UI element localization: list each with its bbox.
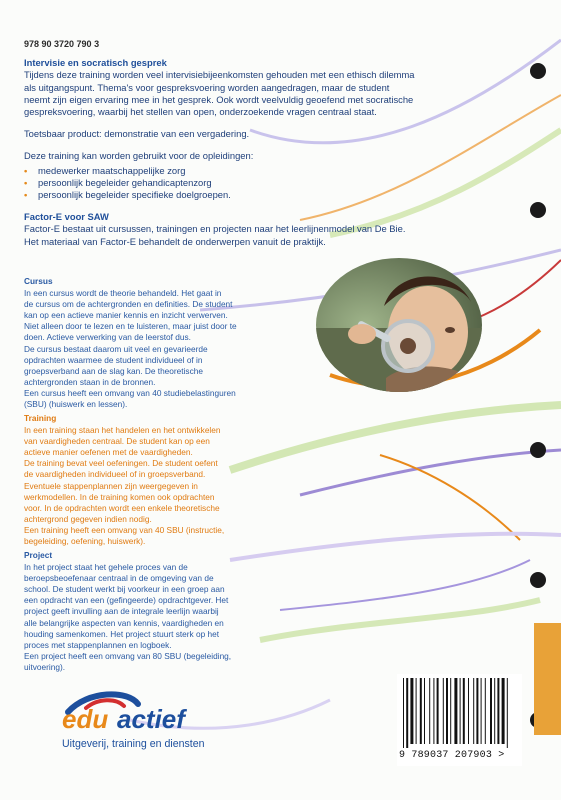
barcode-bar bbox=[416, 678, 417, 744]
barcode-bar bbox=[468, 678, 469, 744]
barcode-bar bbox=[420, 678, 422, 744]
project-line: uitvoering). bbox=[24, 661, 66, 672]
logo-text-edu: edu bbox=[62, 704, 109, 734]
barcode-bar bbox=[406, 678, 408, 748]
barcode-bar bbox=[463, 678, 465, 744]
barcode-bar bbox=[490, 678, 492, 744]
cursus-line: groepsverband aan de slag kan. De theoretische bbox=[24, 365, 203, 376]
training-line: De training bevat veel oefeningen. De student oefent bbox=[24, 458, 218, 469]
cursus-line: kan op een actieve manier kennis en inzicht verwerven. bbox=[24, 310, 228, 321]
barcode-bar bbox=[485, 678, 486, 744]
project-line: project geeft invulling aan de integrale leerlijn waarbij bbox=[24, 606, 219, 617]
bullet-icon: • bbox=[24, 176, 28, 188]
cursus-section bbox=[24, 276, 314, 410]
project-line: proces met stappenplannen en logboek. bbox=[24, 639, 172, 650]
intro-section bbox=[24, 38, 524, 248]
cursus-line: (SBU) (huiswerk en lessen). bbox=[24, 399, 128, 410]
project-line: school. De student werkt bij voorkeur in een groep aan bbox=[24, 584, 225, 595]
factor-line: Factor-E bestaat uit cursussen, trainingen en projecten naar het leerlijnenmodel van De Bie. bbox=[24, 223, 406, 235]
list-item: • persoonlijk begeleider gehandicaptenzorg bbox=[24, 176, 212, 188]
training-line: Eventuele stappenplannen zijn weergegeven in bbox=[24, 480, 198, 491]
hole bbox=[530, 572, 546, 588]
training-line: actieve manier oefenen met de vaardigheden. bbox=[24, 447, 193, 458]
hole bbox=[530, 63, 546, 79]
barcode-bar bbox=[429, 678, 430, 744]
child-magnifier-photo bbox=[316, 258, 482, 392]
bullet-icon: • bbox=[24, 164, 28, 176]
hole bbox=[530, 442, 546, 458]
barcode-bar bbox=[443, 678, 444, 744]
barcode-bar bbox=[507, 678, 508, 748]
hole bbox=[530, 202, 546, 218]
intro-title: Intervisie en socratisch gesprek bbox=[24, 57, 167, 69]
training-line: werkmodellen. In de training komen ook opdrachten bbox=[24, 491, 215, 502]
training-line: In een training staan het handelen en het ontwikkelen bbox=[24, 425, 221, 436]
training-line: achtergrond gegeven indien nodig. bbox=[24, 513, 152, 524]
training-title: Training bbox=[24, 413, 57, 423]
project-title: Project bbox=[24, 550, 53, 560]
barcode-bar bbox=[446, 678, 448, 744]
project-line: houding samenkomen. Het project stuurt sterk op het bbox=[24, 628, 220, 639]
logo-tagline: Uitgeverij, training en diensten bbox=[62, 738, 205, 750]
intro-line: neemt zijn eigen ervaring mee in het gesprek. Ook wordt veelvuldig geoefend met socratische bbox=[24, 93, 414, 105]
barcode-bar bbox=[424, 678, 425, 744]
barcode-bar bbox=[410, 678, 413, 744]
barcode-bars bbox=[397, 674, 522, 748]
cursus-title: Cursus bbox=[24, 276, 53, 286]
project-line: alle belangrijke aspecten van kennis, vaardigheden en bbox=[24, 617, 224, 628]
barcode-bar bbox=[494, 678, 495, 744]
barcode-bar bbox=[450, 678, 451, 744]
training-line: voor. In de opdrachten wordt een enkele theoretische bbox=[24, 502, 220, 513]
barcode-bar bbox=[481, 678, 482, 744]
cursus-line: De cursus bestaat daarom uit veel en gevarieerde bbox=[24, 343, 208, 354]
barcode-bar bbox=[454, 678, 457, 744]
project-line: Een project heeft een omvang van 80 SBU (begeleiding, bbox=[24, 650, 232, 661]
training-line: de vaardigheden individueel of in groepsverband. bbox=[24, 469, 206, 480]
spine-tab bbox=[534, 623, 561, 735]
cursus-line: de cursus om de achtergronden en definities. De student bbox=[24, 299, 233, 310]
barcode-bar bbox=[403, 678, 404, 748]
education-list bbox=[24, 165, 524, 202]
logo-text-actief: actief bbox=[117, 704, 185, 734]
cursus-line: achtergronden staan in de bronnen. bbox=[24, 376, 156, 387]
training-section bbox=[24, 413, 314, 547]
barcode-bar bbox=[476, 678, 478, 744]
training-line: van vaardigheden centraal. De student kan op een bbox=[24, 436, 210, 447]
barcode-bar bbox=[497, 678, 499, 744]
factor-line: Het materiaal van Factor-E behandelt de onderwerpen vanuit de praktijk. bbox=[24, 235, 326, 247]
barcode-bar bbox=[437, 678, 439, 744]
barcode-bar bbox=[460, 678, 461, 744]
cursus-line: Een cursus heeft een omvang van 40 studiebelastinguren bbox=[24, 387, 236, 398]
barcode-bar bbox=[473, 678, 474, 744]
barcode-digits: 9 789037 207903 > bbox=[399, 750, 505, 761]
barcode-bar bbox=[433, 678, 434, 744]
intro-line: als uitgangspunt. Thema's voor gespreksvoering worden aangedragen, maar de student bbox=[24, 81, 390, 93]
training-line: begeleiding, oefening, huiswerk). bbox=[24, 536, 146, 547]
intro-line: Tijdens deze training worden veel intervisiebijeenkomsten gehouden met een ethisch dilemma bbox=[24, 69, 415, 81]
intro-line: gespreksvoering, waarbij het stellen van open, onderzoekende vragen centraal staat. bbox=[24, 106, 377, 118]
cursus-line: Niet alleen door te lezen en te luisteren, maar juist door te bbox=[24, 321, 237, 332]
project-line: beroepsbeoefenaar centraal in de omgeving van de bbox=[24, 573, 214, 584]
list-item: • persoonlijk begeleider specifieke doelgroepen. bbox=[24, 189, 231, 201]
list-item: • medewerker maatschappelijke zorg bbox=[24, 164, 186, 176]
project-section bbox=[24, 550, 314, 673]
cursus-line: doen. Actieve verwerking van de leerstof dus. bbox=[24, 332, 191, 343]
factor-title: Factor-E voor SAW bbox=[24, 211, 109, 223]
project-line: een opdracht van een (gefingeerde) opdrachtgever. Het bbox=[24, 595, 229, 606]
bullet-icon: • bbox=[24, 189, 28, 201]
intro-usage: Deze training kan worden gebruikt voor de opleidingen: bbox=[24, 150, 254, 162]
intro-product: Toetsbaar product: demonstratie van een vergadering. bbox=[24, 128, 250, 140]
cursus-line: opdrachten waarmee de student individueel of in bbox=[24, 354, 203, 365]
training-line: Een training heeft een omvang van 40 SBU (instructie, bbox=[24, 524, 225, 535]
barcode-bar bbox=[502, 678, 505, 744]
project-line: In het project staat het gehele proces van de bbox=[24, 562, 188, 573]
cursus-line: In een cursus wordt de theorie behandeld. Het gaat in bbox=[24, 288, 222, 299]
isbn: 978 90 3720 790 3 bbox=[24, 39, 100, 49]
